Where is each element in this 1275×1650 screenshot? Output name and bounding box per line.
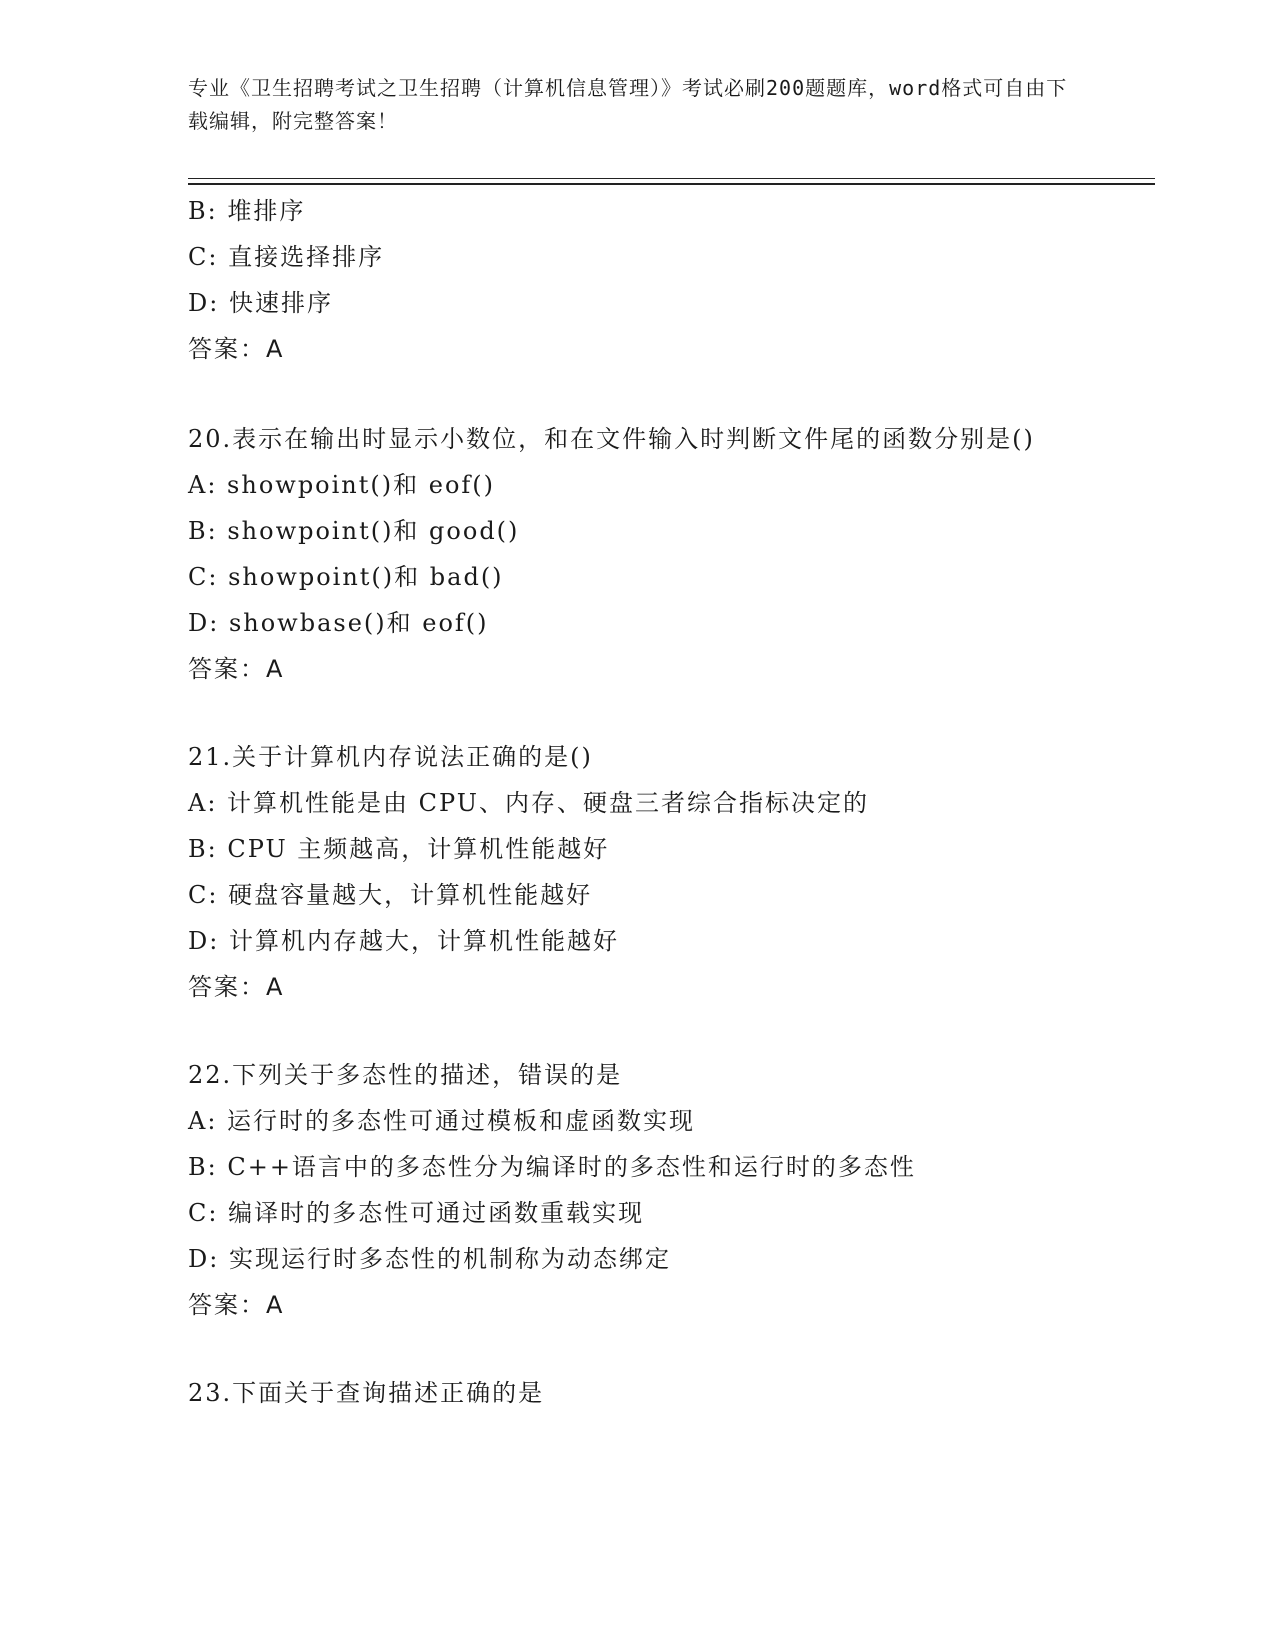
document-header: 专业《卫生招聘考试之卫生招聘（计算机信息管理）》考试必刷200题题库，word格式可自由下载编辑，附完整答案！	[188, 76, 1068, 133]
option-b: B: showpoint()和 good()	[188, 517, 520, 545]
question-list	[188, 188, 1155, 1416]
option-a: A: 计算机性能是由 CPU、内存、硬盘三者综合指标决定的	[188, 789, 869, 817]
option-a: A: showpoint()和 eof()	[188, 471, 496, 499]
option-b: B: 堆排序	[188, 197, 306, 225]
question-text: 20.表示在输出时显示小数位，和在文件输入时判断文件尾的函数分别是()	[188, 425, 1035, 453]
answer-line: 答案：A	[188, 973, 285, 1001]
question-22-block	[188, 1052, 1155, 1328]
spacer	[188, 372, 1155, 416]
spacer	[188, 1328, 1155, 1370]
option-b: B: C++语言中的多态性分为编译时的多态性和运行时的多态性	[188, 1153, 916, 1181]
spacer	[188, 1010, 1155, 1052]
option-d: D: showbase()和 eof()	[188, 609, 489, 637]
question-21-block	[188, 734, 1155, 1010]
option-d: D: 快速排序	[188, 289, 333, 317]
question-23-block	[188, 1370, 1155, 1416]
option-c: C: showpoint()和 bad()	[188, 563, 504, 591]
header-rule-thick	[188, 183, 1155, 185]
option-d: D: 计算机内存越大，计算机性能越好	[188, 927, 619, 955]
question-text: 21.关于计算机内存说法正确的是()	[188, 743, 593, 771]
header-rule-thin	[188, 178, 1155, 179]
option-d: D: 实现运行时多态性的机制称为动态绑定	[188, 1245, 671, 1273]
question-text: 22.下列关于多态性的描述，错误的是	[188, 1061, 623, 1089]
answer-line: 答案：A	[188, 655, 285, 683]
question-20-block	[188, 416, 1155, 692]
spacer	[188, 692, 1155, 734]
option-c: C: 编译时的多态性可通过函数重载实现	[188, 1199, 645, 1227]
answer-line: 答案：A	[188, 335, 285, 363]
question-text: 23.下面关于查询描述正确的是	[188, 1379, 545, 1407]
answer-line: 答案：A	[188, 1291, 285, 1319]
option-c: C: 直接选择排序	[188, 243, 385, 271]
question-19-block	[188, 188, 1155, 372]
option-c: C: 硬盘容量越大，计算机性能越好	[188, 881, 593, 909]
option-b: B: CPU 主频越高，计算机性能越好	[188, 835, 610, 863]
option-a: A: 运行时的多态性可通过模板和虚函数实现	[188, 1107, 696, 1135]
